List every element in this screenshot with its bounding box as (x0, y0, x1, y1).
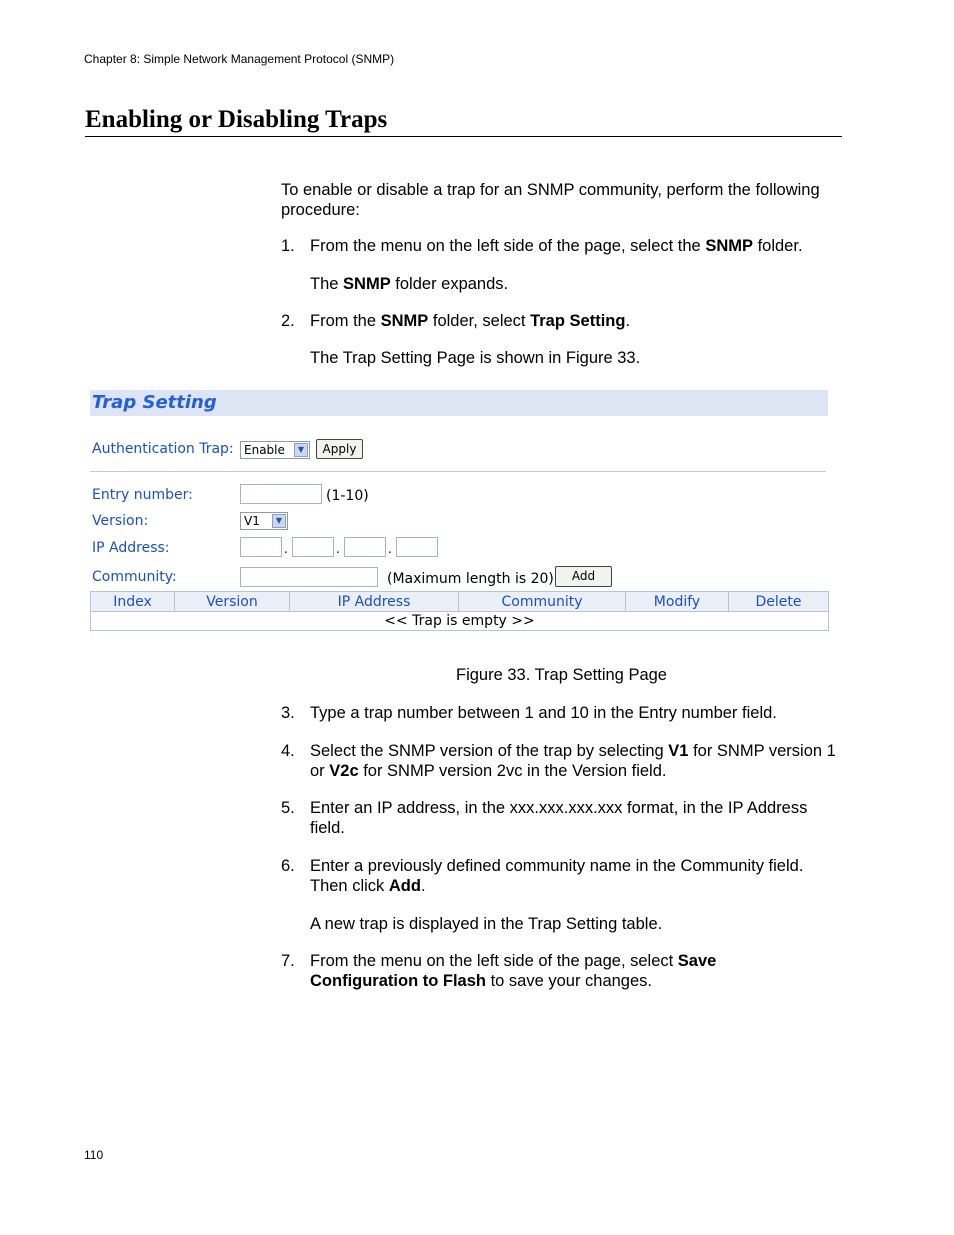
step-number: 5. (281, 799, 295, 817)
page-number: 110 (84, 1148, 104, 1162)
add-button[interactable]: Add (555, 566, 612, 587)
empty-row-message: << Trap is empty >> (91, 612, 829, 631)
auth-trap-label: Authentication Trap: (92, 441, 234, 457)
community-input[interactable] (240, 567, 378, 587)
ip-octet-1-input[interactable] (240, 537, 282, 557)
step-number: 3. (281, 704, 295, 722)
trap-table (90, 591, 829, 631)
intro-paragraph: To enable or disable a trap for an SNMP community, perform the following procedure: (281, 181, 820, 219)
ip-octet-4-input[interactable] (396, 537, 438, 557)
table-row (91, 612, 829, 631)
step-number: 6. (281, 857, 295, 875)
step-number: 7. (281, 952, 295, 970)
divider (90, 471, 826, 472)
column-header-community: Community (459, 592, 626, 612)
ip-address-label: IP Address: (92, 540, 170, 556)
community-hint: (Maximum length is 20) (387, 571, 554, 587)
column-header-ip-address: IP Address (290, 592, 459, 612)
column-header-version: Version (175, 592, 290, 612)
step-number: 4. (281, 742, 295, 760)
ip-octet-2-input[interactable] (292, 537, 334, 557)
community-label: Community: (92, 569, 177, 585)
column-header-modify: Modify (626, 592, 729, 612)
column-header-index: Index (91, 592, 175, 612)
ip-octet-3-input[interactable] (344, 537, 386, 557)
chevron-down-icon: ▼ (272, 514, 286, 528)
trap-setting-figure: Trap Setting Authentication Trap: Enable ▼ Apply Entry number: (1-10) Version: V1 ▼ IP Address: . . . Community: (Maximum length is 20) Add Index Version IP Address Community Modify Delete << Trap is empty >> (90, 390, 830, 635)
step-number: 2. (281, 312, 295, 330)
entry-number-label: Entry number: (92, 487, 193, 503)
chevron-down-icon: ▼ (294, 443, 308, 457)
apply-button[interactable]: Apply (316, 439, 363, 459)
entry-number-input[interactable] (240, 484, 322, 504)
auth-trap-select[interactable]: Enable ▼ (240, 441, 310, 459)
step-number: 1. (281, 237, 295, 255)
figure-header: Trap Setting (90, 390, 828, 416)
column-header-delete: Delete (729, 592, 829, 612)
version-label: Version: (92, 513, 149, 529)
table-header-row (91, 592, 829, 612)
entry-range-hint: (1-10) (326, 488, 369, 504)
running-head: Chapter 8: Simple Network Management Protocol (SNMP) (84, 52, 395, 66)
version-select[interactable]: V1 ▼ (240, 512, 288, 530)
figure-caption: Figure 33. Trap Setting Page (456, 666, 667, 684)
page-title: Enabling or Disabling Traps (85, 106, 842, 137)
